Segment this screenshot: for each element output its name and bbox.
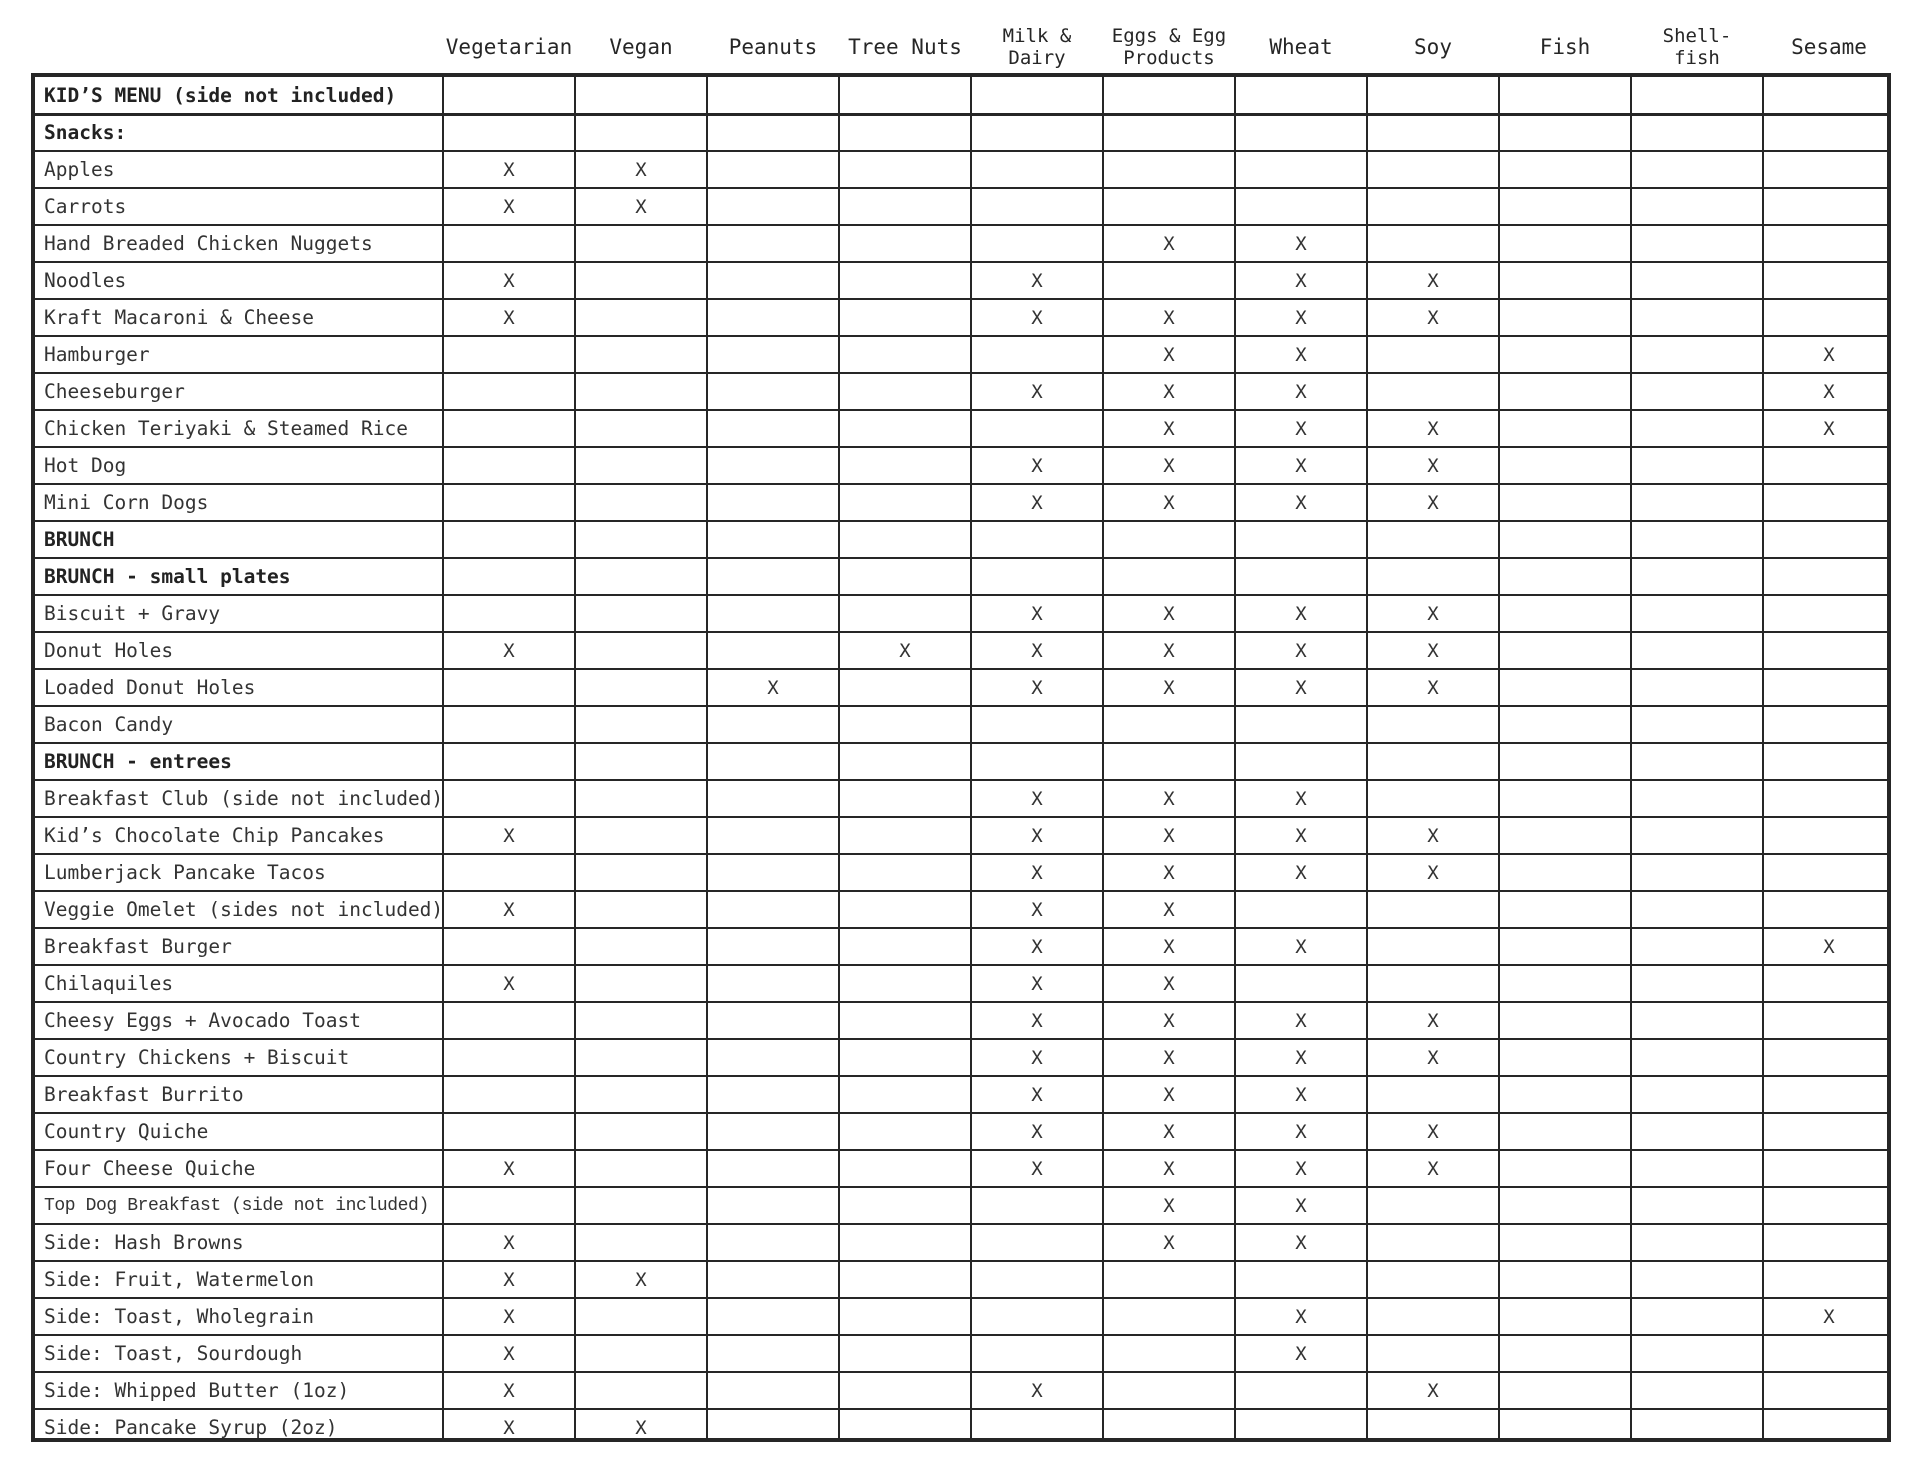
table-row xyxy=(35,632,1887,669)
allergen-mark-wheat: X xyxy=(1295,824,1307,847)
column-header-vegan: Vegan xyxy=(609,35,673,59)
allergen-mark-eggs: X xyxy=(1163,380,1175,403)
allergen-mark-vegetarian: X xyxy=(503,1231,515,1254)
allergen-mark-soy: X xyxy=(1427,1046,1439,1069)
table-row xyxy=(35,891,1887,928)
allergen-mark-eggs: X xyxy=(1163,1231,1175,1254)
menu-item-name: Donut Holes xyxy=(44,639,174,662)
row-divider xyxy=(35,409,1887,411)
allergen-mark-soy: X xyxy=(1427,676,1439,699)
allergen-mark-milk-dairy: X xyxy=(1031,454,1043,477)
allergen-mark-eggs: X xyxy=(1163,1120,1175,1143)
allergen-mark-wheat: X xyxy=(1295,232,1307,255)
row-divider xyxy=(35,1408,1887,1410)
allergen-table xyxy=(31,73,1891,1442)
table-row xyxy=(35,225,1887,262)
menu-item-name: Hamburger xyxy=(44,343,150,366)
allergen-mark-wheat: X xyxy=(1295,935,1307,958)
menu-item-name: Veggie Omelet (sides not included) xyxy=(44,898,444,921)
allergen-mark-vegetarian: X xyxy=(503,1268,515,1291)
menu-item-name: Chicken Teriyaki & Steamed Rice xyxy=(44,417,408,440)
allergen-mark-soy: X xyxy=(1427,824,1439,847)
table-row xyxy=(35,151,1887,188)
allergen-mark-wheat: X xyxy=(1295,1083,1307,1106)
menu-item-name: Side: Hash Browns xyxy=(44,1231,244,1254)
row-divider xyxy=(35,927,1887,929)
allergen-mark-wheat: X xyxy=(1295,676,1307,699)
allergen-mark-eggs: X xyxy=(1163,787,1175,810)
table-row xyxy=(35,373,1887,410)
allergen-mark-eggs: X xyxy=(1163,1083,1175,1106)
allergen-mark-sesame: X xyxy=(1823,1305,1835,1328)
table-row xyxy=(35,706,1887,743)
table-row xyxy=(35,780,1887,817)
allergen-mark-wheat: X xyxy=(1295,1157,1307,1180)
row-divider xyxy=(35,1001,1887,1003)
menu-item-name: Four Cheese Quiche xyxy=(44,1157,256,1180)
column-header-eggs: Eggs & Egg Products xyxy=(1111,25,1227,69)
row-divider xyxy=(35,964,1887,966)
allergen-mark-soy: X xyxy=(1427,417,1439,440)
menu-item-name: Mini Corn Dogs xyxy=(44,491,209,514)
menu-item-name: Country Quiche xyxy=(44,1120,209,1143)
allergen-mark-wheat: X xyxy=(1295,1046,1307,1069)
column-header-milk-dairy: Milk & Dairy xyxy=(1002,25,1072,69)
section-label: BRUNCH - entrees xyxy=(44,750,232,773)
allergen-mark-milk-dairy: X xyxy=(1031,972,1043,995)
row-divider xyxy=(35,261,1887,263)
menu-item-name: Top Dog Breakfast (side not included) xyxy=(44,1195,429,1216)
row-divider xyxy=(35,298,1887,300)
menu-item-name: Country Chickens + Biscuit xyxy=(44,1046,350,1069)
menu-item-name: Carrots xyxy=(44,195,127,218)
allergen-mark-wheat: X xyxy=(1295,639,1307,662)
allergen-mark-milk-dairy: X xyxy=(1031,269,1043,292)
table-row xyxy=(35,928,1887,965)
row-divider xyxy=(35,890,1887,892)
row-divider xyxy=(35,816,1887,818)
column-header-soy: Soy xyxy=(1414,35,1452,59)
allergen-mark-sesame: X xyxy=(1823,380,1835,403)
allergen-mark-sesame: X xyxy=(1823,343,1835,366)
table-row xyxy=(35,1150,1887,1187)
allergen-mark-vegetarian: X xyxy=(503,158,515,181)
section-label: KID’S MENU (side not included) xyxy=(44,84,397,107)
menu-item-name: Chilaquiles xyxy=(44,972,174,995)
table-row xyxy=(35,1076,1887,1113)
allergen-mark-wheat: X xyxy=(1295,861,1307,884)
allergen-mark-soy: X xyxy=(1427,491,1439,514)
column-header-shellfish: Shell- fish xyxy=(1662,25,1732,69)
row-divider xyxy=(35,372,1887,374)
allergen-mark-milk-dairy: X xyxy=(1031,676,1043,699)
row-divider xyxy=(35,1112,1887,1114)
allergen-mark-wheat: X xyxy=(1295,380,1307,403)
allergen-mark-vegetarian: X xyxy=(503,306,515,329)
allergen-mark-vegetarian: X xyxy=(503,269,515,292)
column-header-fish: Fish xyxy=(1539,35,1591,59)
row-divider xyxy=(35,224,1887,226)
table-row xyxy=(35,817,1887,854)
row-divider xyxy=(35,1223,1887,1225)
menu-item-name: Hand Breaded Chicken Nuggets xyxy=(44,232,373,255)
row-divider xyxy=(35,853,1887,855)
row-divider xyxy=(35,631,1887,633)
row-divider xyxy=(35,187,1887,189)
menu-item-name: Side: Whipped Butter (1oz) xyxy=(44,1379,350,1402)
table-row xyxy=(35,965,1887,1002)
table-row xyxy=(35,299,1887,336)
allergen-mark-eggs: X xyxy=(1163,935,1175,958)
row-divider xyxy=(35,520,1887,522)
allergen-mark-eggs: X xyxy=(1163,306,1175,329)
menu-item-name: Biscuit + Gravy xyxy=(44,602,221,625)
allergen-mark-soy: X xyxy=(1427,861,1439,884)
section-label: BRUNCH - small plates xyxy=(44,565,291,588)
table-row xyxy=(35,669,1887,706)
allergen-mark-milk-dairy: X xyxy=(1031,1120,1043,1143)
allergen-mark-soy: X xyxy=(1427,602,1439,625)
row-divider xyxy=(35,557,1887,559)
allergen-mark-milk-dairy: X xyxy=(1031,1379,1043,1402)
menu-item-name: Lumberjack Pancake Tacos xyxy=(44,861,326,884)
allergen-mark-vegan: X xyxy=(635,158,647,181)
allergen-mark-eggs: X xyxy=(1163,602,1175,625)
allergen-mark-eggs: X xyxy=(1163,972,1175,995)
allergen-mark-eggs: X xyxy=(1163,639,1175,662)
allergen-mark-wheat: X xyxy=(1295,1305,1307,1328)
row-divider xyxy=(35,779,1887,781)
allergen-mark-milk-dairy: X xyxy=(1031,935,1043,958)
allergen-mark-wheat: X xyxy=(1295,1120,1307,1143)
menu-item-name: Cheesy Eggs + Avocado Toast xyxy=(44,1009,361,1032)
row-divider xyxy=(35,1371,1887,1373)
allergen-mark-vegan: X xyxy=(635,195,647,218)
row-divider xyxy=(35,1297,1887,1299)
allergen-mark-milk-dairy: X xyxy=(1031,787,1043,810)
allergen-mark-wheat: X xyxy=(1295,602,1307,625)
allergen-mark-wheat: X xyxy=(1295,491,1307,514)
menu-item-name: Noodles xyxy=(44,269,127,292)
table-row xyxy=(35,447,1887,484)
allergen-mark-wheat: X xyxy=(1295,787,1307,810)
allergen-mark-milk-dairy: X xyxy=(1031,898,1043,921)
row-divider xyxy=(35,335,1887,337)
allergen-mark-milk-dairy: X xyxy=(1031,602,1043,625)
allergen-mark-soy: X xyxy=(1427,269,1439,292)
allergen-mark-milk-dairy: X xyxy=(1031,1009,1043,1032)
row-divider xyxy=(35,1038,1887,1040)
menu-item-name: Cheeseburger xyxy=(44,380,185,403)
table-row xyxy=(35,854,1887,891)
table-row xyxy=(35,1335,1887,1372)
column-header-tree-nuts: Tree Nuts xyxy=(848,35,962,59)
menu-item-name: Kraft Macaroni & Cheese xyxy=(44,306,315,329)
allergen-mark-wheat: X xyxy=(1295,1231,1307,1254)
allergen-mark-vegetarian: X xyxy=(503,1342,515,1365)
allergen-mark-eggs: X xyxy=(1163,417,1175,440)
allergen-mark-soy: X xyxy=(1427,306,1439,329)
allergen-mark-milk-dairy: X xyxy=(1031,1157,1043,1180)
allergen-mark-milk-dairy: X xyxy=(1031,1083,1043,1106)
allergen-mark-milk-dairy: X xyxy=(1031,491,1043,514)
allergen-mark-eggs: X xyxy=(1163,1046,1175,1069)
section-row xyxy=(35,521,1887,558)
menu-item-name: Kid’s Chocolate Chip Pancakes xyxy=(44,824,385,847)
allergen-mark-vegan: X xyxy=(635,1416,647,1439)
row-divider xyxy=(35,113,1887,116)
menu-item-name: Hot Dog xyxy=(44,454,127,477)
menu-item-name: Loaded Donut Holes xyxy=(44,676,256,699)
row-divider xyxy=(35,742,1887,744)
table-row xyxy=(35,1113,1887,1150)
allergen-mark-milk-dairy: X xyxy=(1031,824,1043,847)
allergen-mark-vegetarian: X xyxy=(503,1305,515,1328)
allergen-mark-eggs: X xyxy=(1163,232,1175,255)
menu-item-name: Breakfast Club (side not included) xyxy=(44,787,444,810)
section-label: BRUNCH xyxy=(44,528,115,551)
menu-item-name: Bacon Candy xyxy=(44,713,174,736)
table-row xyxy=(35,1298,1887,1335)
allergen-mark-wheat: X xyxy=(1295,269,1307,292)
table-row xyxy=(35,1409,1887,1446)
allergen-mark-vegan: X xyxy=(635,1268,647,1291)
table-row xyxy=(35,336,1887,373)
allergen-mark-wheat: X xyxy=(1295,1194,1307,1217)
table-row xyxy=(35,410,1887,447)
allergen-mark-tree-nuts: X xyxy=(899,639,911,662)
row-divider xyxy=(35,594,1887,596)
table-row xyxy=(35,262,1887,299)
allergen-mark-eggs: X xyxy=(1163,454,1175,477)
allergen-mark-milk-dairy: X xyxy=(1031,861,1043,884)
section-row xyxy=(35,743,1887,780)
allergen-mark-peanuts: X xyxy=(767,676,779,699)
allergen-mark-milk-dairy: X xyxy=(1031,1046,1043,1069)
allergen-mark-sesame: X xyxy=(1823,935,1835,958)
allergen-mark-vegetarian: X xyxy=(503,639,515,662)
menu-item-name: Side: Toast, Wholegrain xyxy=(44,1305,315,1328)
allergen-mark-vegetarian: X xyxy=(503,1416,515,1439)
allergen-mark-vegetarian: X xyxy=(503,972,515,995)
allergen-mark-vegetarian: X xyxy=(503,195,515,218)
column-header-wheat: Wheat xyxy=(1269,35,1333,59)
allergen-mark-wheat: X xyxy=(1295,343,1307,366)
menu-item-name: Side: Toast, Sourdough xyxy=(44,1342,303,1365)
table-row xyxy=(35,1187,1887,1224)
column-header-sesame: Sesame xyxy=(1791,35,1867,59)
column-header-peanuts: Peanuts xyxy=(728,35,818,59)
allergen-mark-wheat: X xyxy=(1295,417,1307,440)
allergen-mark-eggs: X xyxy=(1163,1157,1175,1180)
allergen-mark-wheat: X xyxy=(1295,306,1307,329)
row-divider xyxy=(35,1260,1887,1262)
section-row xyxy=(35,77,1887,114)
allergen-mark-wheat: X xyxy=(1295,454,1307,477)
allergen-mark-milk-dairy: X xyxy=(1031,639,1043,662)
table-row xyxy=(35,1261,1887,1298)
row-divider xyxy=(35,1075,1887,1077)
menu-item-name: Side: Fruit, Watermelon xyxy=(44,1268,315,1291)
table-row xyxy=(35,595,1887,632)
allergen-mark-milk-dairy: X xyxy=(1031,380,1043,403)
row-divider xyxy=(35,705,1887,707)
allergen-mark-eggs: X xyxy=(1163,861,1175,884)
allergen-mark-eggs: X xyxy=(1163,1194,1175,1217)
row-divider xyxy=(35,483,1887,485)
menu-item-name: Side: Pancake Syrup (2oz) xyxy=(44,1416,338,1439)
menu-item-name: Breakfast Burger xyxy=(44,935,232,958)
table-row xyxy=(35,188,1887,225)
table-row xyxy=(35,1039,1887,1076)
row-divider xyxy=(35,1334,1887,1336)
row-divider xyxy=(35,668,1887,670)
allergen-mark-soy: X xyxy=(1427,1009,1439,1032)
menu-item-name: Apples xyxy=(44,158,115,181)
section-row xyxy=(35,558,1887,595)
section-label: Snacks: xyxy=(44,121,127,144)
allergen-mark-eggs: X xyxy=(1163,676,1175,699)
row-divider xyxy=(35,446,1887,448)
table-row xyxy=(35,1002,1887,1039)
allergen-mark-eggs: X xyxy=(1163,491,1175,514)
section-row xyxy=(35,114,1887,151)
allergen-mark-vegetarian: X xyxy=(503,898,515,921)
allergen-mark-eggs: X xyxy=(1163,824,1175,847)
allergen-mark-soy: X xyxy=(1427,1157,1439,1180)
allergen-mark-soy: X xyxy=(1427,639,1439,662)
row-divider xyxy=(35,1149,1887,1151)
row-divider xyxy=(35,150,1887,152)
allergen-mark-soy: X xyxy=(1427,454,1439,477)
allergen-mark-sesame: X xyxy=(1823,417,1835,440)
allergen-mark-eggs: X xyxy=(1163,1009,1175,1032)
allergen-mark-soy: X xyxy=(1427,1120,1439,1143)
allergen-mark-eggs: X xyxy=(1163,343,1175,366)
allergen-mark-wheat: X xyxy=(1295,1342,1307,1365)
allergen-mark-vegetarian: X xyxy=(503,1379,515,1402)
allergen-mark-vegetarian: X xyxy=(503,824,515,847)
allergen-mark-vegetarian: X xyxy=(503,1157,515,1180)
table-row xyxy=(35,1372,1887,1409)
table-row xyxy=(35,484,1887,521)
table-row xyxy=(35,1224,1887,1261)
row-divider xyxy=(35,1186,1887,1188)
allergen-mark-soy: X xyxy=(1427,1379,1439,1402)
menu-item-name: Breakfast Burrito xyxy=(44,1083,244,1106)
allergen-mark-milk-dairy: X xyxy=(1031,306,1043,329)
column-header-vegetarian: Vegetarian xyxy=(445,35,573,59)
allergen-mark-eggs: X xyxy=(1163,898,1175,921)
allergen-mark-wheat: X xyxy=(1295,1009,1307,1032)
